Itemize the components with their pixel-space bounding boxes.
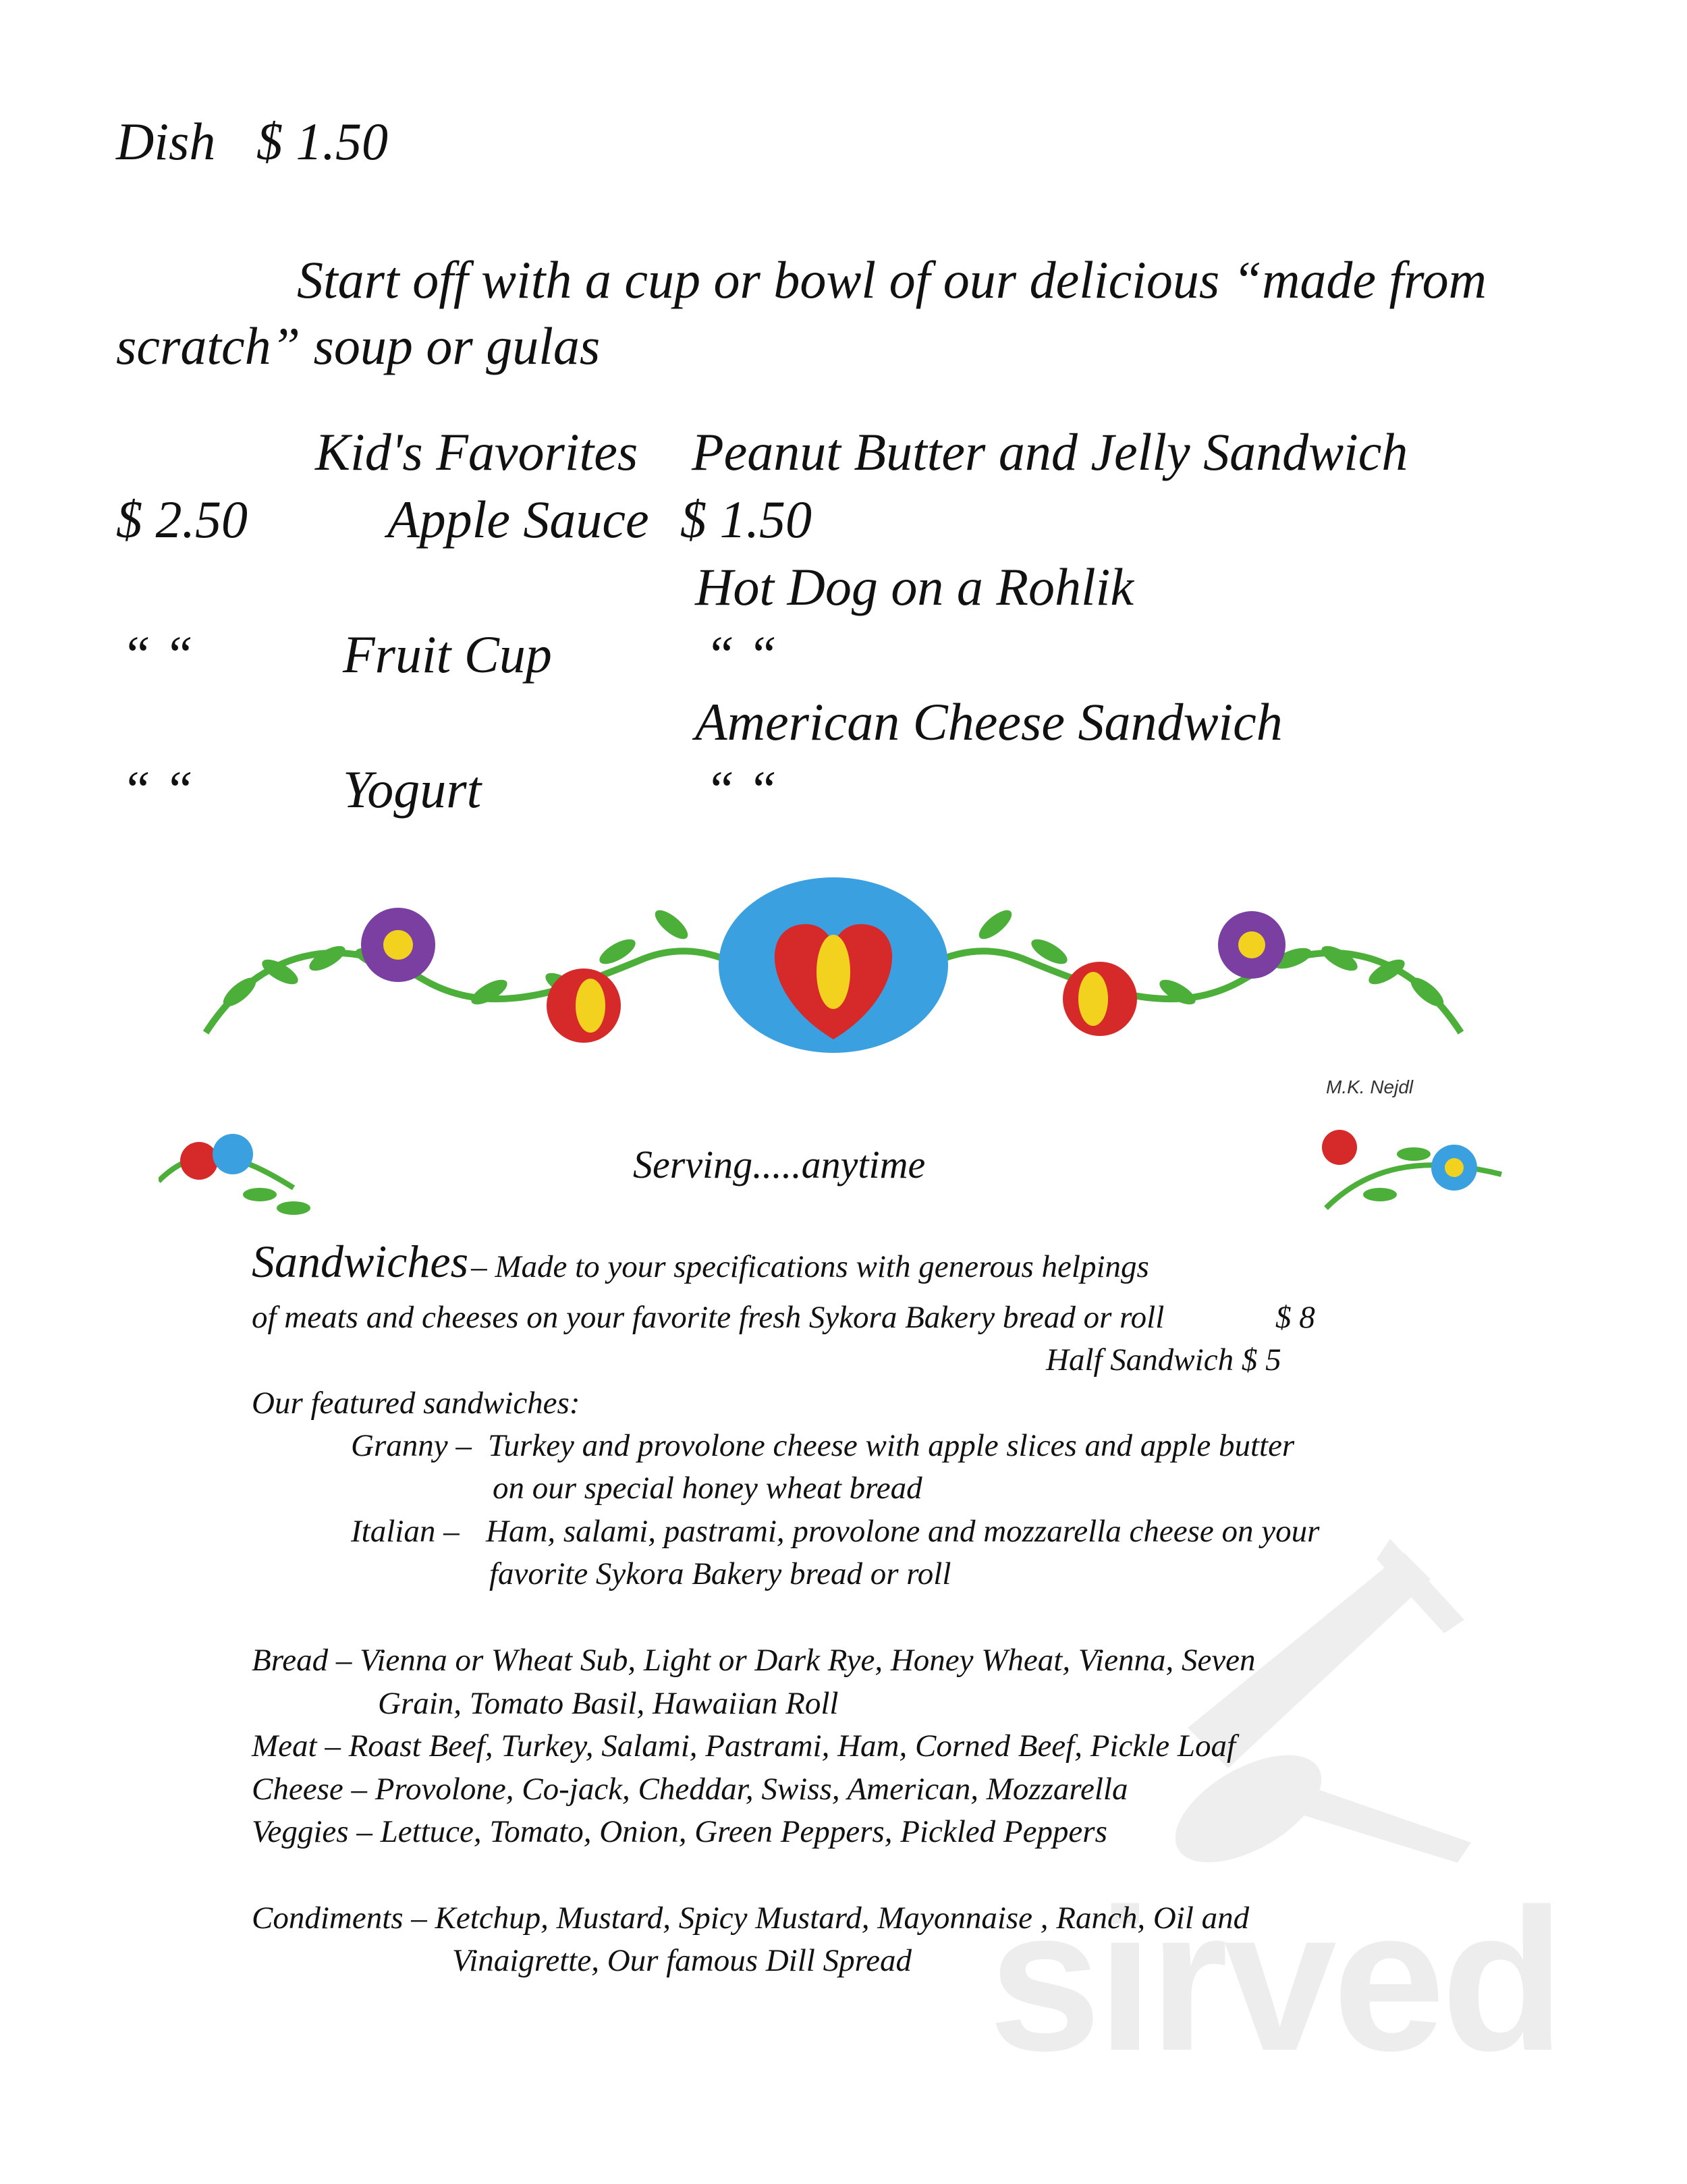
kids-main-price: “ “	[705, 760, 777, 819]
sandwiches-title: Sandwiches	[252, 1236, 469, 1287]
heart-icon	[719, 877, 948, 1053]
soup-intro-line-2: scratch” soup or gulas	[116, 317, 601, 375]
featured-desc: Ham, salami, pastrami, provolone and mozzarella cheese on your	[486, 1514, 1320, 1549]
kids-side-price: “ “	[121, 625, 194, 684]
option-condiments-cont: Vinaigrette, Our famous Dill Spread	[452, 1943, 912, 1978]
kids-side-name: Fruit Cup	[343, 625, 552, 684]
dish-label: Dish	[116, 112, 216, 171]
kids-main-price: “ “	[705, 625, 777, 684]
option-bread: Bread – Vienna or Wheat Sub, Light or Dark Rye, Honey Wheat, Vienna, Seven	[252, 1643, 1256, 1678]
kids-main-price: $ 1.50	[680, 490, 812, 549]
sandwiches-desc: – Made to your specifications with generous helpings	[471, 1249, 1149, 1284]
option-cheese: Cheese – Provolone, Co-jack, Cheddar, Swiss, American, Mozzarella	[252, 1772, 1128, 1807]
featured-desc-cont: favorite Sykora Bakery bread or roll	[489, 1556, 951, 1591]
kids-side-price: $ 2.50	[116, 490, 248, 549]
featured-desc: Turkey and provolone cheese with apple slices and apple butter	[488, 1428, 1295, 1463]
featured-heading: Our featured sandwiches:	[252, 1386, 580, 1421]
option-bread-cont: Grain, Tomato Basil, Hawaiian Roll	[378, 1686, 839, 1721]
corner-ornament-left	[159, 1127, 341, 1225]
kids-main-name: Hot Dog on a Rohlik	[695, 557, 1134, 616]
option-veggies: Veggies – Lettuce, Tomato, Onion, Green Peppers, Pickled Peppers	[252, 1814, 1107, 1849]
option-condiments: Condiments – Ketchup, Mustard, Spicy Mustard, Mayonnaise , Ranch, Oil and	[252, 1901, 1250, 1936]
half-sandwich-price: Half Sandwich $ 5	[1046, 1342, 1281, 1377]
soup-intro-line-1: Start off with a cup or bowl of our delicious “made from	[297, 250, 1487, 309]
featured-label: Italian –	[351, 1514, 460, 1549]
kids-main-name: Peanut Butter and Jelly Sandwich	[692, 422, 1408, 481]
sandwiches-header	[252, 1235, 1149, 1288]
kids-heading: Kid's Favorites	[315, 422, 638, 481]
dish-price: $ 1.50	[256, 112, 388, 171]
corner-ornament-right	[1299, 1127, 1515, 1225]
kids-side-price: “ “	[121, 760, 194, 819]
featured-label: Granny –	[351, 1428, 472, 1463]
fork-spoon-logo-icon	[1147, 1525, 1512, 1890]
sandwich-price: $ 8	[1275, 1300, 1315, 1335]
sirved-watermark: sirved	[989, 1866, 1561, 2093]
option-meat: Meat – Roast Beef, Turkey, Salami, Pastrami, Ham, Corned Beef, Pickle Loaf	[252, 1728, 1236, 1764]
serving-note: Serving.....anytime	[633, 1143, 926, 1186]
featured-desc-cont: on our special honey wheat bread	[493, 1471, 922, 1506]
kids-side-name: Yogurt	[343, 760, 482, 819]
sandwiches-desc-2: of meats and cheeses on your favorite fresh Sykora Bakery bread or roll	[252, 1300, 1165, 1335]
kids-main-name: American Cheese Sandwich	[695, 692, 1283, 751]
kids-side-name: Apple Sauce	[387, 490, 649, 549]
artist-signature: M.K. Nejdl	[1326, 1076, 1414, 1097]
folk-floral-ornament	[186, 857, 1481, 1114]
